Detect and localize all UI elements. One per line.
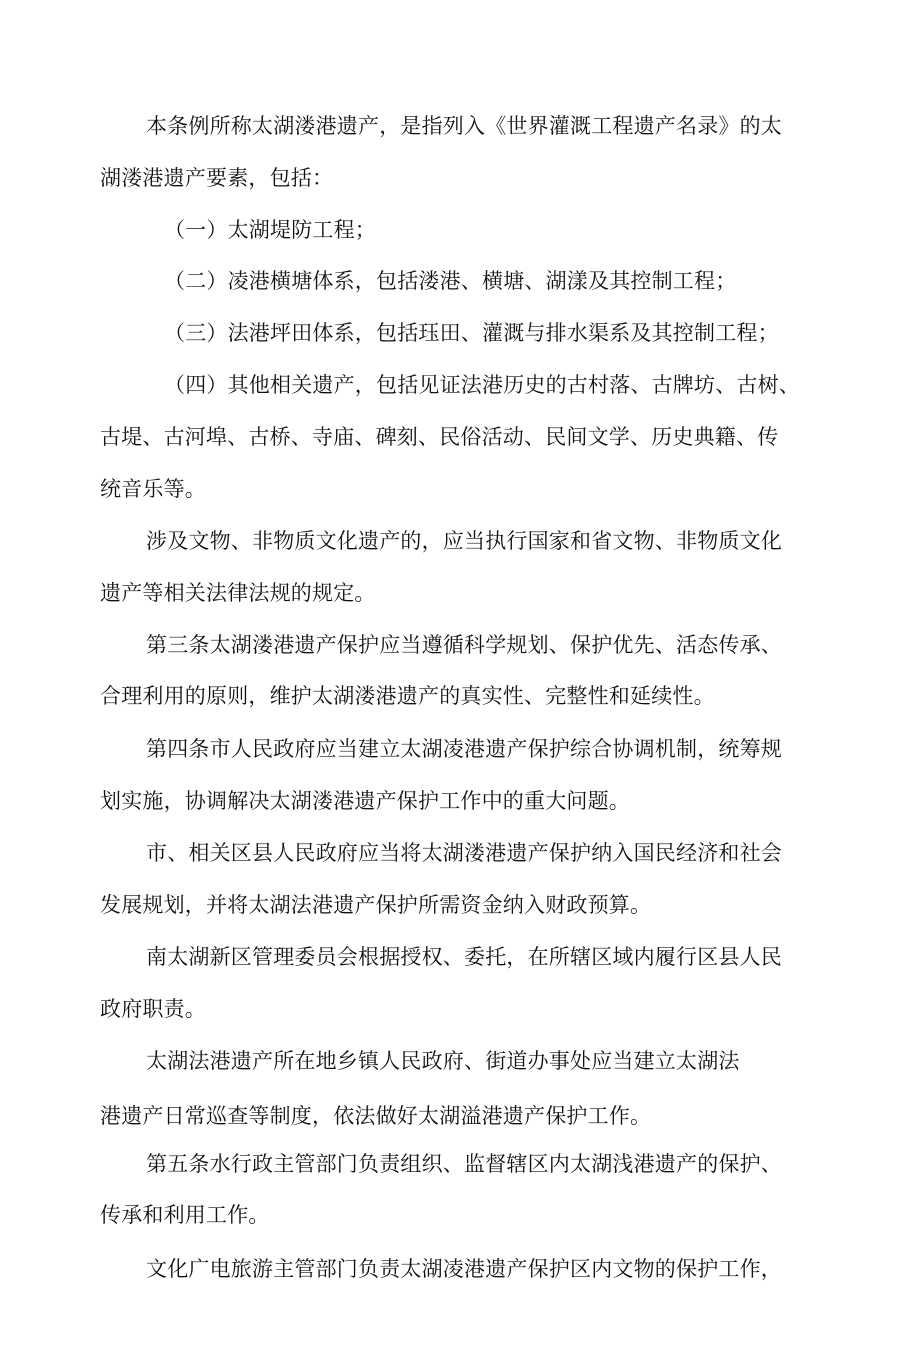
text-line: 太湖法港遗产所在地乡镇人民政府、街道办事处应当建立太湖法 bbox=[146, 1049, 740, 1073]
text-line: 文化广电旅游主管部门负责太湖凌港遗产保护区内文物的保护工作， bbox=[146, 1257, 782, 1281]
text-line: 划实施，协调解决太湖溇港遗产保护工作中的重大问题。 bbox=[100, 789, 630, 813]
text-line: 政府职责。 bbox=[100, 997, 206, 1021]
text-line: 第三条太湖溇港遗产保护应当遵循科学规划、保护优先、活态传承、 bbox=[146, 633, 782, 657]
text-line: （一）太湖堤防工程； bbox=[164, 218, 376, 242]
text-line: 第五条水行政主管部门负责组织、监督辖区内太湖浅港遗产的保护、 bbox=[146, 1152, 782, 1176]
text-line: 湖溇港遗产要素，包括： bbox=[100, 166, 334, 190]
text-line: 古堤、古河埠、古桥、寺庙、碑刻、民俗活动、民间文学、历史典籍、传 bbox=[100, 425, 779, 449]
text-line: （四）其他相关遗产，包括见证法港历史的古村落、古牌坊、古树、 bbox=[164, 373, 800, 397]
text-line: （三）法港坪田体系，包括珏田、灌溉与排水渠系及其控制工程； bbox=[164, 321, 779, 345]
text-line: 遗产等相关法律法规的规定。 bbox=[100, 581, 376, 605]
text-line: （二）凌港横塘体系，包括溇港、横塘、湖漾及其控制工程； bbox=[164, 269, 737, 293]
text-line: 统音乐等。 bbox=[100, 477, 206, 501]
text-line: 传承和利用工作。 bbox=[100, 1203, 270, 1227]
text-line: 南太湖新区管理委员会根据授权、委托，在所辖区域内履行区县人民 bbox=[146, 945, 782, 969]
text-line: 第四条市人民政府应当建立太湖凌港遗产保护综合协调机制，统筹规 bbox=[146, 737, 782, 761]
text-line: 市、相关区县人民政府应当将太湖溇港遗产保护纳入国民经济和社会 bbox=[146, 841, 782, 865]
text-line: 合理利用的原则，维护太湖溇港遗产的真实性、完整性和延续性。 bbox=[100, 684, 715, 708]
text-line: 涉及文物、非物质文化遗产的，应当执行国家和省文物、非物质文化 bbox=[146, 529, 782, 553]
text-line: 港遗产日常巡查等制度，依法做好太湖溢港遗产保护工作。 bbox=[100, 1104, 652, 1128]
text-line: 本条例所称太湖溇港遗产，是指列入《世界灌溉工程遗产名录》的太 bbox=[146, 114, 782, 138]
text-line: 发展规划，并将太湖法港遗产保护所需资金纳入财政预算。 bbox=[100, 893, 652, 917]
